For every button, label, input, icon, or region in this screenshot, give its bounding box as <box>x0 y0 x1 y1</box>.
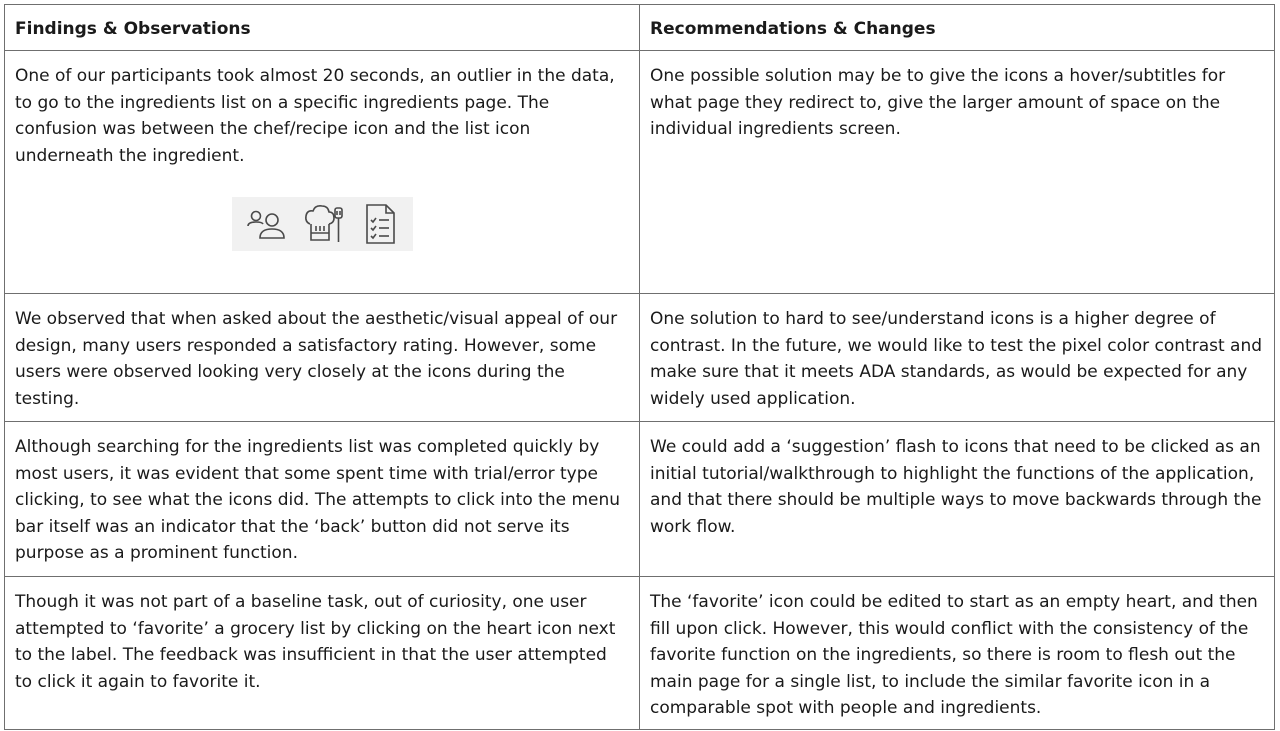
checklist-icon <box>361 202 401 246</box>
finding-cell: Although searching for the ingredients list was completed quickly by most users, it was evident that some spent time with trial/error type clicking, to see what the icons did. The attempts to click into the menu bar itself was an indicator that the ‘back’ button did not serve its purpose as a prominent function. <box>5 422 640 577</box>
findings-header: Findings & Observations <box>5 5 640 51</box>
table-row <box>5 577 1275 730</box>
findings-table <box>4 4 1275 730</box>
finding-cell: Though it was not part of a baseline task, out of curiosity, one user attempted to ‘favorite’ a grocery list by clicking on the heart icon next to the label. The feedback was insufficient in that the user attempted to click it again to favorite it. <box>5 577 640 730</box>
table-row <box>5 294 1275 422</box>
recommendation-cell: The ‘favorite’ icon could be edited to start as an empty heart, and then fill upon click. However, this would conflict with the consistency of the favorite function on the ingredients, so there is room to flesh out the main page for a single list, to include the similar favorite icon in a comparable spot with people and ingredients. <box>640 577 1275 730</box>
recommendations-header: Recommendations & Changes <box>640 5 1275 51</box>
finding-cell <box>5 51 640 294</box>
icon-strip <box>232 197 413 251</box>
finding-cell: We observed that when asked about the aesthetic/visual appeal of our design, many users responded a satisfactory rating. However, some users were observed looking very closely at the icons during the testing. <box>5 294 640 422</box>
recommendation-cell: We could add a ‘suggestion’ flash to icons that need to be clicked as an initial tutorial/walkthrough to highlight the functions of the application, and that there should be multiple ways to move backwards through the work flow. <box>640 422 1275 577</box>
finding-text: One of our participants took almost 20 seconds, an outlier in the data, to go to the ingredients list on a specific ingredients page. The confusion was between the chef/recipe icon and the list icon underneath the ingredient. <box>15 66 615 166</box>
people-icon <box>244 204 290 244</box>
table-header-row <box>5 5 1275 51</box>
table-row <box>5 422 1275 577</box>
table-row <box>5 51 1275 294</box>
recommendation-cell: One solution to hard to see/understand icons is a higher degree of contrast. In the future, we would like to test the pixel color contrast and make sure that it meets ADA standards, as would be expected for any widely used application. <box>640 294 1275 422</box>
recommendation-cell: One possible solution may be to give the icons a hover/subtitles for what page they redirect to, give the larger amount of space on the individual ingredients screen. <box>640 51 1275 294</box>
chef-recipe-icon <box>302 202 348 246</box>
